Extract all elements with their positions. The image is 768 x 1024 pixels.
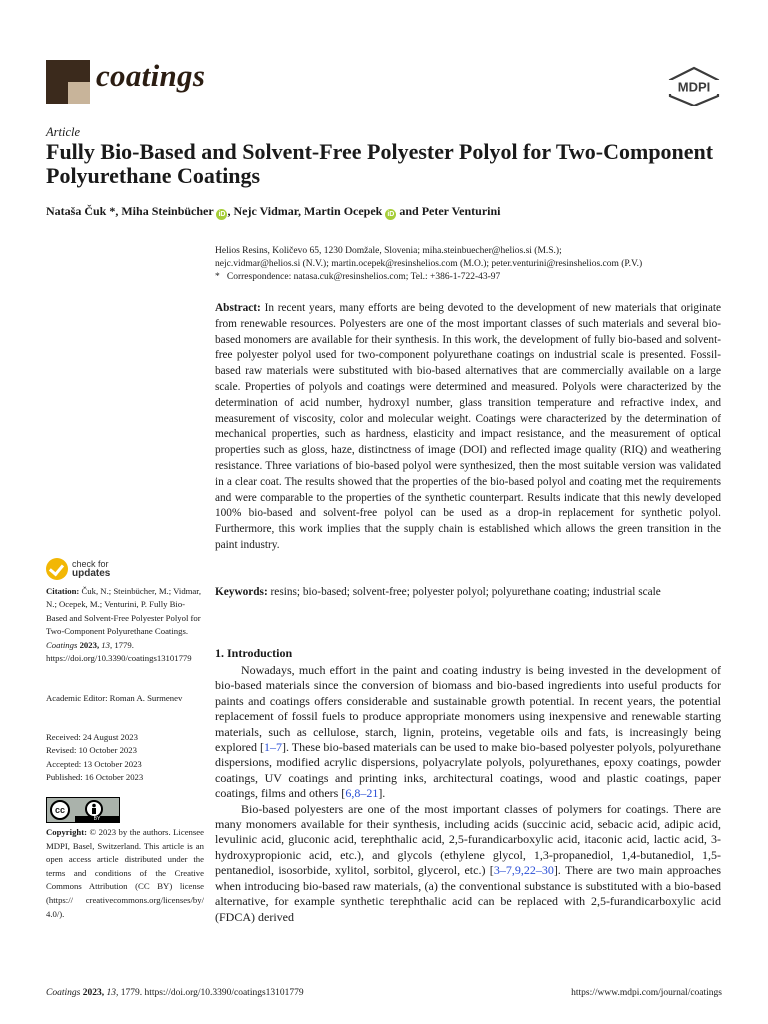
footer-doi[interactable]: 1779. https://doi.org/10.3390/coatings13101779	[120, 988, 304, 998]
journal-name: coatings	[96, 58, 206, 93]
abstract	[215, 301, 721, 554]
cc-by-license-icon[interactable]	[46, 797, 120, 823]
citation-label: Citation:	[46, 586, 80, 596]
footer-citation	[46, 988, 304, 998]
paragraph-text: ]. These bio-based materials can be used to make bio-based polyester polyols, polyurethane dispersions, modified acrylic dispersions, polyacrylate polyols, polyurethanes, epoxy coatings, powder coatings, UV coatings and printing inks, architectural coatings, wood and plastic coatings, paper coatings, films and others [	[215, 740, 721, 801]
copyright-text: © 2023 by the authors. Licensee MDPI, Basel, Switzerland. This article is an open access article distributed under the terms and conditions of the Creative Commons Attribution (CC BY) license (https:// creativecommons.org/licenses/by/ 4.0/).	[46, 827, 204, 919]
citation-journal: Coatings	[46, 639, 78, 650]
paragraph	[215, 802, 721, 925]
footer-year: 2023,	[82, 988, 105, 998]
date-revised: Revised: 10 October 2023	[46, 745, 137, 756]
date-published: Published: 16 October 2023	[46, 772, 144, 783]
citation-volume: 13,	[101, 639, 113, 650]
author-name: Miha Steinbücher	[121, 204, 214, 218]
copyright-label: Copyright:	[46, 827, 88, 837]
author-name: , Nejc Vidmar, Martin Ocepek	[227, 204, 383, 218]
paragraph	[215, 663, 721, 802]
citation-year: 2023,	[79, 639, 100, 650]
keywords	[215, 585, 721, 601]
check-for-updates-button[interactable]	[46, 558, 136, 582]
author-list	[46, 204, 726, 220]
publication-dates	[46, 731, 204, 785]
citation	[46, 585, 204, 665]
cc-icon: cc	[50, 800, 70, 820]
paragraph-text: ]. There are two main approaches when introducing bio-based raw materials, (a) the conventional substance is substituted with a bio-based alternative, for example synthetic terephthalic acid can be replaced with 2,5-furandicarboxylic acid (FDCA) derived	[215, 863, 722, 924]
keywords-label: Keywords:	[215, 586, 268, 598]
by-label: BY	[75, 816, 119, 822]
mdpi-logo-icon[interactable]	[666, 66, 722, 106]
footer-volume: 13,	[106, 988, 119, 998]
paragraph-text: ].	[378, 786, 386, 801]
author-name: Nataša Čuk *,	[46, 204, 119, 218]
affiliation-line: nejc.vidmar@helios.si (N.V.); martin.ocepek@resinshelios.com (M.O.); peter.venturini@resinshelios.com (P.V.)	[215, 259, 643, 269]
paragraph-text: Bio-based polyesters are one of the most important classes of polymers for coatings. There are many monomers available for their synthesis, including acids (succinic acid, sebacic acid, adipic acid, levulinic acid, gluconic acid, terephthalic acid, 2,5-furandicarboxylic acid, itaconic acid, lactic acid, 3-hydroxypropionic acid, etc.), and glycols (ethylene glycol, 1,3-propanediol, 1,4-butanediol, 1,5-pentanediol, isosorbide, xylitol, sorbitol, glycerol, etc.) [	[215, 801, 721, 878]
journal-logo-icon	[46, 60, 90, 104]
check-updates-line: check for	[72, 559, 109, 569]
affiliation-line: Helios Resins, Količevo 65, 1230 Domžale, Slovenia; miha.steinbuecher@helios.si (M.S.);	[215, 246, 562, 256]
orcid-icon[interactable]: iD	[218, 211, 226, 218]
abstract-text: In recent years, many efforts are being devoted to the development of new materials that originate from renewable resources. Polyesters are one of the most important classes of such materials and several bio-based monomers are available for their synthesis. In this work, the development of fully bio-based and solvent-free polyester polyol used for two-component polyurethane coatings on industrial scale is presented. Fossil-based raw materials were substituted with bio-based alternatives that are commercially available on a large scale. Properties of polyols and coatings were determined and measured. Polyols were characterized by the determination of acid number, hydroxyl number, glass transition temperature and refractive index, and measurement of viscosity, color and molecular weight. Coatings were characterized by the determination of mechanical properties, such as hardness, elasticity and impact resistance, and the measurement of optical properties such as gloss, haze, distinctness of image (DOI) and reflected image quality (RIQ) and weathering resistance. Three variations of bio-based polyol were synthesized, then the most suitable version was validated in a clear coat. The results showed that the properties of the bio-based polyol and coating met the requirements and were comparable to the properties of the synthetic counterpart. Results indicate that this newly developed 100% bio-based and solvent-free polyol can be used as a drop-in replacement for synthetic polyol. Furthermore, this work implies that the supply chain is established which allows the green transition in the paint industry.	[215, 302, 722, 551]
paper-title: Fully Bio-Based and Solvent-Free Polyester Polyol for Two-Component Polyurethane Coatings	[46, 139, 714, 188]
mdpi-logo-text: MDPI	[677, 79, 711, 95]
affiliation	[215, 245, 735, 284]
academic-editor: Academic Editor: Roman A. Surmenev	[46, 693, 183, 703]
footer-journal: Coatings	[46, 988, 81, 998]
citation-doi[interactable]: 1779. https://doi.org/10.3390/coatings13101779	[46, 639, 192, 664]
copyright	[46, 826, 204, 921]
paragraph-text: Nowadays, much effort in the paint and coating industry is being invested in the development of bio-based materials since the conversion of biomass and bio-based ingredients into useful products for paints and coatings offers considerable and sustainable growth potential. In recent years, the potential replacement of fossil fuels to produce appropriate monomers using inexpensive and renewable starting materials, such as cellulose, starch, lignin, proteins, vegetable oils and fats, is increasingly being explored [	[215, 663, 721, 755]
orcid-icon[interactable]: iD	[387, 211, 395, 218]
date-accepted: Accepted: 13 October 2023	[46, 758, 142, 769]
correspondence: * Correspondence: natasa.cuk@resinshelios.com; Tel.: +386-1-722-43-97	[215, 272, 501, 282]
reference-link[interactable]: 6,8–21	[345, 786, 379, 801]
abstract-label: Abstract:	[215, 302, 261, 314]
introduction-body	[215, 663, 721, 925]
section-heading: 1. Introduction	[215, 646, 293, 660]
article-type: Article	[46, 125, 81, 139]
reference-link[interactable]: 3–7,9,22–30	[493, 863, 554, 878]
citation-text: Čuk, N.; Steinbücher, M.; Vidmar, N.; Ocepek, M.; Venturini, P. Fully Bio-Based and Solvent-Free Polyester Polyol for Two-Component Polyurethane Coatings.	[46, 586, 201, 637]
footer-journal-url[interactable]: https://www.mdpi.com/journal/coatings	[571, 988, 722, 998]
reference-link[interactable]: 1–7	[263, 740, 282, 755]
check-updates-line: updates	[72, 568, 111, 579]
check-updates-icon	[46, 558, 68, 580]
author-name: and Peter Venturini	[399, 204, 501, 218]
keywords-text: resins; bio-based; solvent-free; polyester polyol; polyurethane coating; industrial scale	[270, 586, 661, 598]
date-received: Received: 24 August 2023	[46, 732, 138, 742]
